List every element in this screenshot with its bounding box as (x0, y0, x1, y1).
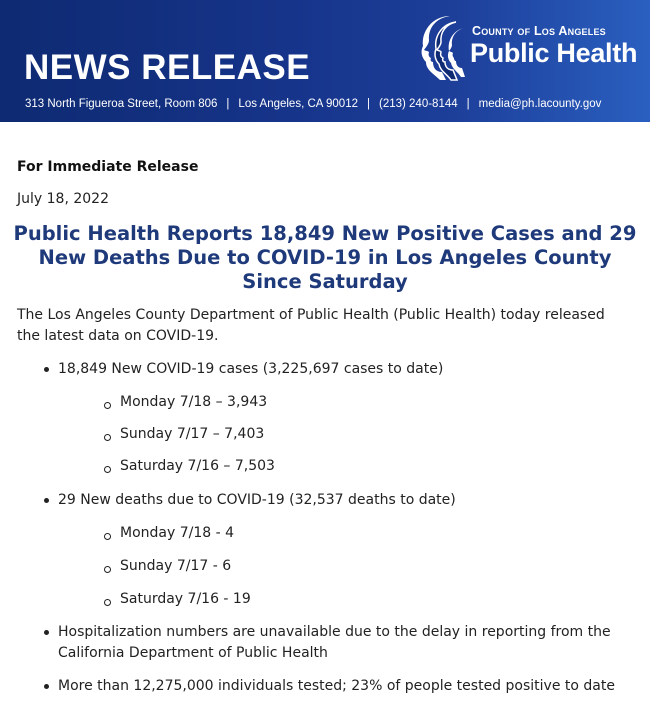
cases-saturday: Saturday 7/16 – 7,503 (120, 458, 275, 474)
release-date: July 18, 2022 (17, 191, 109, 207)
contact-email[interactable]: media@ph.lacounty.gov (478, 98, 602, 110)
deaths-saturday: Saturday 7/16 - 19 (120, 591, 251, 607)
testing-text: More than 12,275,000 individuals tested; 23% of people tested positive to date (58, 678, 615, 694)
contact-separator: | (226, 98, 230, 110)
profile-faces-icon (420, 14, 466, 82)
banner-title: NEWS RELEASE (24, 48, 311, 87)
logo-county-name: County of Los Angeles (472, 24, 606, 38)
contact-separator: | (367, 98, 370, 110)
deaths-text: 29 New deaths due to COVID-19 (32,537 deaths to date) (58, 492, 456, 508)
bullet-icon (44, 367, 49, 372)
circle-bullet-icon (104, 599, 111, 606)
contact-address: 313 North Figueroa Street, Room 806 (25, 98, 218, 110)
bullet-icon (44, 498, 49, 503)
hospitalization-text: Hospitalization numbers are unavailable due to the delay in reporting from the California Department of Public Health (58, 624, 611, 661)
circle-bullet-icon (104, 533, 111, 540)
contact-phone: (213) 240-8144 (379, 98, 458, 110)
circle-bullet-icon (104, 466, 111, 473)
deaths-monday: Monday 7/18 - 4 (120, 525, 235, 541)
release-label: For Immediate Release (17, 159, 199, 175)
intro-paragraph: The Los Angeles County Department of Public Health (Public Health) today released the latest data on COVID-19. (17, 307, 605, 344)
contact-separator: | (466, 98, 470, 110)
news-release-banner (0, 0, 650, 122)
contact-city: Los Angeles, CA 90012 (238, 98, 358, 110)
headline: Public Health Reports 18,849 New Positive Cases and 29 New Deaths Due to COVID-19 in Los Angeles County Since Saturday (13, 222, 637, 293)
circle-bullet-icon (104, 434, 111, 441)
circle-bullet-icon (104, 566, 111, 573)
cases-text: 18,849 New COVID-19 cases (3,225,697 cases to date) (58, 361, 444, 377)
cases-sunday: Sunday 7/17 – 7,403 (120, 426, 265, 442)
circle-bullet-icon (104, 402, 111, 409)
logo-department-name: Public Health (470, 38, 638, 68)
cases-monday: Monday 7/18 – 3,943 (120, 394, 268, 410)
contact-line (25, 98, 601, 110)
bullet-icon (44, 630, 49, 635)
bullet-icon (44, 684, 49, 689)
public-health-logo (420, 14, 642, 84)
deaths-sunday: Sunday 7/17 - 6 (120, 558, 232, 574)
